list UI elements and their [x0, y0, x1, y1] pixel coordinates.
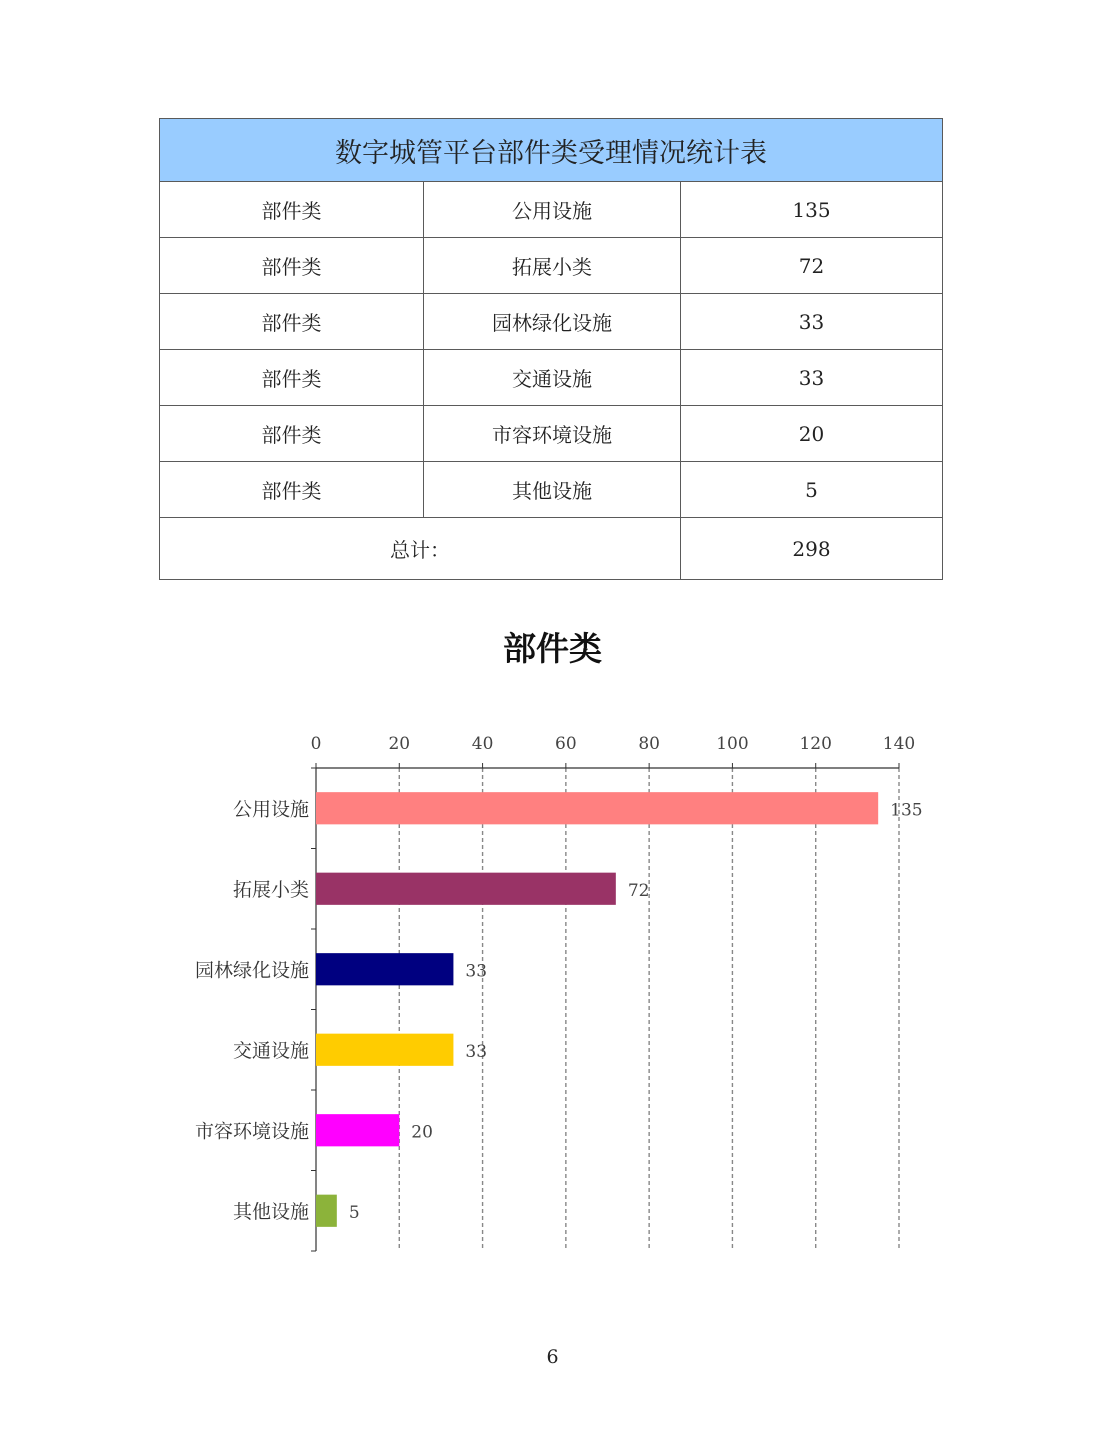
- cell-count: 33: [681, 294, 943, 350]
- cell-item: 拓展小类: [424, 238, 681, 294]
- cell-category: 部件类: [160, 406, 424, 462]
- x-tick-label: 80: [638, 734, 660, 754]
- cell-count: 135: [681, 182, 943, 238]
- cell-item: 园林绿化设施: [424, 294, 681, 350]
- data-label: 5: [348, 1202, 360, 1223]
- cell-category: 部件类: [160, 350, 424, 406]
- cell-category: 部件类: [160, 462, 424, 518]
- x-tick-label: 20: [388, 734, 411, 754]
- cell-item: 市容环境设施: [424, 406, 681, 462]
- cell-count: 5: [681, 462, 943, 518]
- x-tick-label: 40: [471, 734, 494, 754]
- x-tick-label: 0: [310, 734, 322, 754]
- x-tick-label: 60: [555, 734, 577, 754]
- category-label: 市容环境设施: [194, 1120, 309, 1143]
- x-tick-label: 120: [799, 734, 832, 754]
- cell-category: 部件类: [160, 294, 424, 350]
- cell-item: 交通设施: [424, 350, 681, 406]
- cell-item: 其他设施: [424, 462, 681, 518]
- data-label: 33: [465, 1041, 488, 1062]
- bar: [316, 953, 453, 985]
- cell-category: 部件类: [160, 238, 424, 294]
- data-label: 72: [627, 880, 650, 901]
- category-label: 交通设施: [232, 1039, 309, 1062]
- cell-count: 72: [681, 238, 943, 294]
- table-title: 数字城管平台部件类受理情况统计表: [160, 119, 943, 182]
- chart-title: 部件类: [503, 629, 602, 668]
- category-label: 其他设施: [232, 1200, 309, 1223]
- bar: [316, 792, 878, 824]
- data-label: 20: [411, 1122, 433, 1143]
- category-label: 拓展小类: [232, 878, 309, 901]
- x-tick-label: 140: [882, 734, 916, 754]
- cell-category: 部件类: [160, 182, 424, 238]
- category-label: 公用设施: [232, 798, 309, 821]
- cell-item: 公用设施: [424, 182, 681, 238]
- data-label: 135: [890, 800, 923, 821]
- bar: [316, 873, 616, 905]
- total-value: 298: [681, 518, 943, 580]
- bar: [316, 1114, 399, 1146]
- cell-count: 33: [681, 350, 943, 406]
- category-label: 园林绿化设施: [194, 959, 309, 982]
- x-tick-label: 100: [716, 734, 749, 754]
- total-label: 总计：: [160, 518, 681, 580]
- data-label: 33: [465, 961, 488, 982]
- bar: [316, 1034, 453, 1066]
- bar: [316, 1195, 337, 1227]
- cell-count: 20: [681, 406, 943, 462]
- page-number: 6: [546, 1346, 559, 1368]
